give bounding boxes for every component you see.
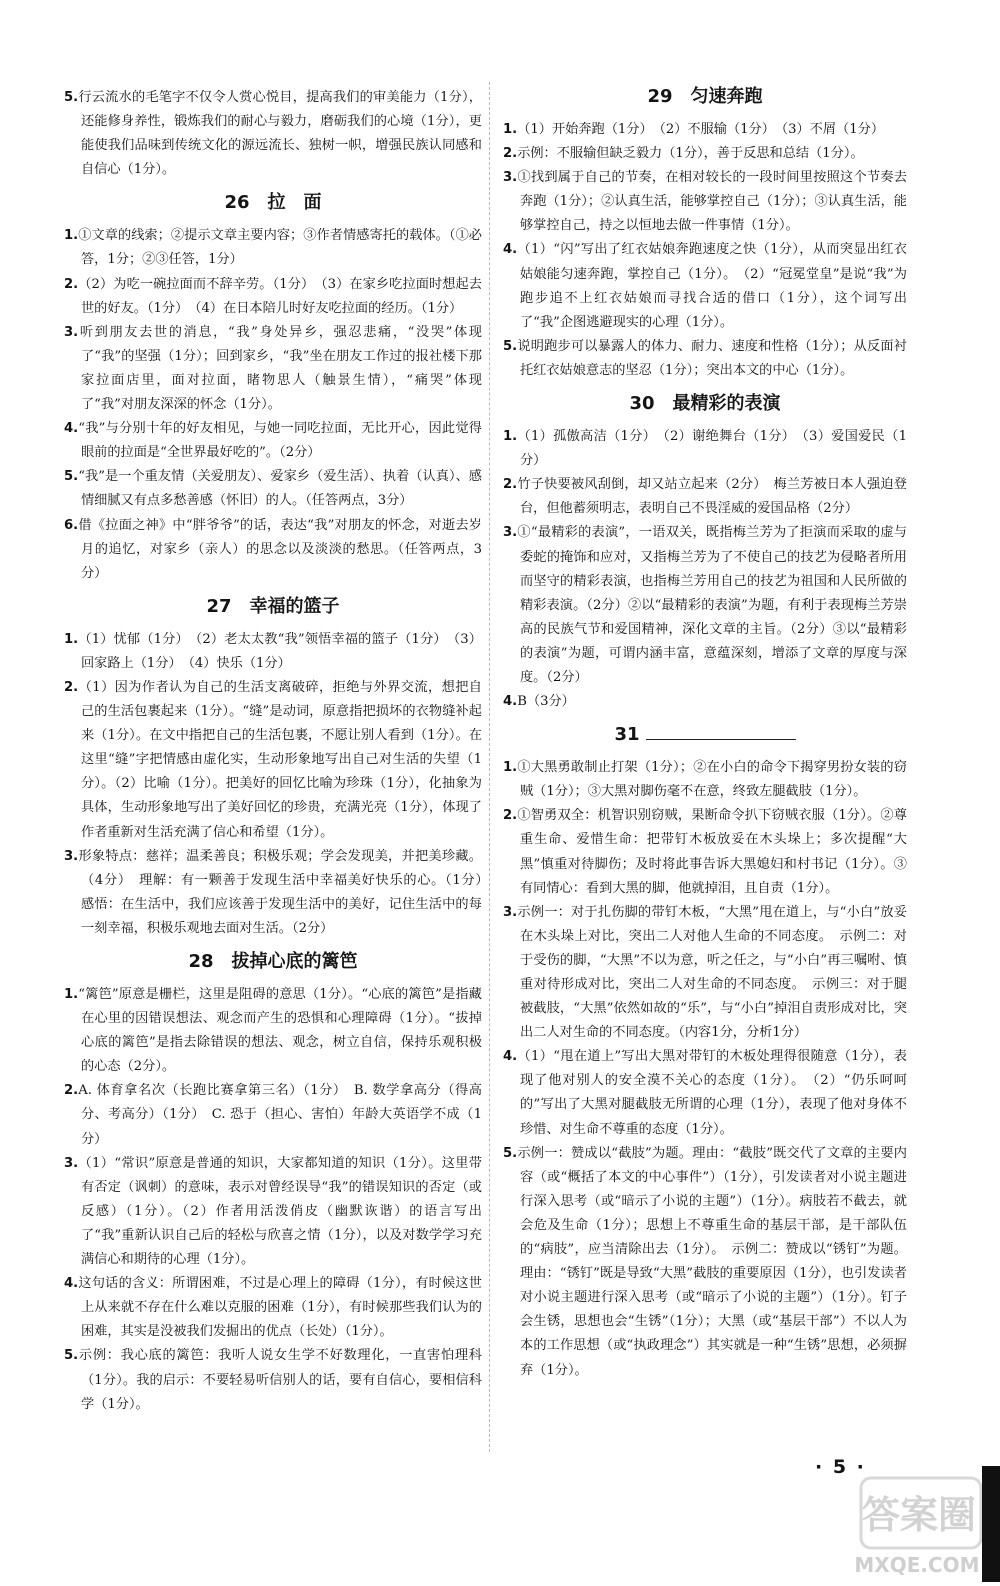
list-item: 2.竹子快要被风刮倒，却又站立起来（2分） 梅兰芳被日本人强迫登台，但他蓄须明志，表明自己不畏淫威的爱国品格（2分） bbox=[503, 477, 907, 517]
list-item: 1.（1）孤傲高洁（1分） （2）谢绝舞台（1分） （3）爱国爱民（1分） bbox=[503, 429, 907, 469]
column-divider bbox=[489, 82, 490, 1452]
list-item: 5.行云流水的毛笔字不仅令人赏心悦目，提高我们的审美能力（1分），还能修身养性，锻炼我们的耐心与毅力，磨砺我们的心境（1分），更能使我们品味到传统文化的源远流长、独树一帜，增强民族认同感和自信心（1分）。 bbox=[64, 90, 482, 178]
section-31-items bbox=[503, 756, 907, 1382]
section-27-items bbox=[64, 628, 496, 941]
section-title-26: 26 拉 面 bbox=[224, 192, 322, 214]
list-item: 4.这句话的含义：所谓困难，不过是心理上的障碍（1分），有时候这世上从来就不存在什么难以克服的困难（1分），有时候那些我们认为的困难，其实是没被我们发掘出的优点（长处）（1分）。 bbox=[64, 1276, 482, 1340]
section-title-27: 27 幸福的篮子 bbox=[206, 595, 340, 617]
list-item: 5.“我”是一个重友情（关爱朋友）、爱家乡（爱生活）、执着（认真）、感情细腻又有点多愁善感（怀旧）的人。（任答两点，3分） bbox=[64, 469, 482, 509]
left-column bbox=[64, 82, 496, 1417]
list-item: 4.（1）“甩在道上”写出大黑对带钉的木板处理得很随意（1分），表现了他对别人的安全漠不关心的态度（1分）。 （2）“仍乐呵呵的”写出了大黑对腿截肢无所谓的心理（1分），表现了他对身体不珍惜、对生命不尊重的态度（1分）。 bbox=[503, 1049, 907, 1137]
watermark-logo bbox=[853, 1460, 1000, 1582]
list-item: 3.①找到属于自己的节奏，在相对较长的一段时间里按照这个节奏去奔跑（1分）；②认真生活，能够掌控自己（1分）；③认真生活，能够掌控自己，持之以恒地去做一件事情（1分）。 bbox=[503, 170, 907, 234]
list-item: 2.A. 体育拿名次（长跑比赛拿第三名）（1分） B. 数学拿高分（得高分、考高分）（1分） C. 恐于（担心、害怕）年龄大英语学不成（1分） bbox=[64, 1083, 482, 1147]
list-item: 1.（1）忧郁（1分） （2）老太太教“我”领悟幸福的篮子（1分） （3）回家路上（1分） （4）快乐（1分） bbox=[64, 631, 482, 671]
list-item: 3.形象特点：慈祥；温柔善良；积极乐观；学会发现美，并把美珍藏。（4分） 理解：有一颗善于发现生活中幸福美好快乐的心。（1分） 感悟：在生活中，我们应该善于发现生活中的美好，记住生活中的每一刻幸福，积极乐观地去面对生活。（2分） bbox=[64, 848, 496, 936]
right-column bbox=[503, 82, 907, 1383]
section-title-29: 29 匀速奔跑 bbox=[647, 86, 763, 107]
list-item: 3.示例一：对于扎伤脚的带钉木板，“大黑”甩在道上，与“小白”放妥在木头垛上对比，突出二人对他人生命的不同态度。 示例二：对于受伤的脚，“大黑”不以为意，听之任之，与“小白”再三嘱咐、慎重对待形成对比，突出二人对生命的不同态度。 示例三：对于腿被截肢，“大黑”依然如故的“乐”，与“小白”掉泪自责形成对比，突出二人对生命的不同态度。（内容1分，分析1分） bbox=[503, 904, 907, 1041]
title-blank-line bbox=[646, 721, 796, 740]
list-item: 6.借《拉面之神》中“胖爷爷”的话，表达“我”对朋友的怀念，对逝去岁月的追忆，对家乡（亲人）的思念以及淡淡的愁思。（任答两点，3分） bbox=[64, 517, 482, 581]
list-item: 2.（1）因为作者认为自己的生活支离破碎，拒绝与外界交流，想把自己的生活包裹起来（1分）。“缝”是动词，原意指把损坏的衣物缝补起来（1分）。在文中指把自己的生活包裹，不愿让别人看到（1分）。在这里“缝”字把情感由虚化实，生动形象地写出自己对生活的失望（1分）。（2）比喻（1分）。把美好的回忆比喻为珍珠（1分），化抽象为具体，生动形象地写出了美好回忆的珍贵，充满光亮（1分），体现了作者重新对生活充满了信心和希望（1分）。 bbox=[64, 679, 482, 840]
section-title-30: 30 最精彩的表演 bbox=[629, 393, 781, 415]
watermark-sub: MXQE.COM bbox=[854, 1553, 980, 1577]
section-28-items bbox=[64, 983, 482, 1417]
page-edge-shadow bbox=[982, 1466, 1000, 1582]
list-item: 5.说明跑步可以暴露人的体力、耐力、速度和性格（1分）；从反面衬托红衣姑娘意志的坚忍（1分）；突出本文的中心（1分）。 bbox=[503, 338, 907, 378]
list-item: 4.B（3分） bbox=[503, 694, 575, 710]
section-title-31: 31 bbox=[503, 720, 907, 750]
list-item: 1.（1）开始奔跑（1分） （2）不服输（1分） （3）不屑（1分） bbox=[503, 122, 885, 137]
list-item: 1.①大黑勇敢制止打架（1分）；②在小白的命令下揭穿男扮女装的窃贼（1分）；③大黑对脚伤毫不在意，终致左腿截肢（1分）。 bbox=[503, 760, 907, 800]
section-29-items bbox=[503, 118, 907, 383]
list-item: 3.（1）“常识”原意是普通的知识，大家都知道的知识（1分）。这里带有否定（讽刺）的意味，表示对曾经误导“我”的错误知识的否定（或反感）（1分）。（2）作者用活泼俏皮（幽默诙谐）的语言写出了“我”重新认识自己后的轻松与欣喜之情（1分），以及对数学学习充满信心和期待的心理（1分）。 bbox=[64, 1155, 482, 1268]
list-item: 2.示例：不服输但缺乏毅力（1分），善于反思和总结（1分）。 bbox=[503, 146, 864, 162]
section-30-items bbox=[503, 425, 907, 714]
page-number: · 5 · bbox=[815, 1456, 866, 1478]
list-item: 5.示例一：赞成以“截肢”为题。理由：“截肢”既交代了文章的主要内容（或“概括了本文的中心事件”）（1分），引发读者对小说主题进行深入思考（或“暗示了小说的主题”）（1分）。病肢若不截去，就会危及生命（1分）；思想上不尊重生命的基层干部，是干部队伍的“病肢”，应当清除出去（1分）。 示例二：赞成以“锈钉”为题。理由：“锈钉”既是导致“大黑”截肢的重要原因（1分），也引发读者对小说主题进行深入思考（或“暗示了小说的主题”）（1分）。钉子会生锈，思想也会“生锈”（1分）；大黑（或“基层干部”）不以人为本的工作思想（或“执政理念”）其实就是一种“生锈”思想，必须摒弃（1分）。 bbox=[503, 1145, 907, 1378]
list-item: 4.（1）“闪”写出了红衣姑娘奔跑速度之快（1分），从而突显出红衣姑娘能匀速奔跑，掌控自己（1分）。 （2）“冠冕堂皇”是说“我”为跑步追不上红衣姑娘而寻找合适的借口（1分），这个词写出了“我”企图逃避现实的心理（1分）。 bbox=[503, 242, 907, 330]
list-item: 3.听到朋友去世的消息，“我”身处异乡，强忍悲痛，“没哭”体现了“我”的坚强（1分）；回到家乡，“我”坐在朋友工作过的报社楼下那家拉面店里，面对拉面，睹物思人（触景生情），“痛哭”体现了“我”对朋友深深的怀念（1分）。 bbox=[64, 324, 482, 413]
watermark-text: 答案圈 bbox=[861, 1493, 977, 1537]
list-item: 2.（2）为吃一碗拉面而不辞辛劳。（1分） （3）在家乡吃拉面时想起去世的好友。（1分） （4）在日本陪儿时好友吃拉面的经历。（1分） bbox=[64, 276, 482, 316]
section-title-28: 28 拔掉心底的篱笆 bbox=[188, 951, 358, 972]
list-item: 1.“篱笆”原意是栅栏，这里是阻碍的意思（1分）。“心底的篱笆”是指藏在心里的因错误想法、观念而产生的恐惧和心理障碍（1分）。“拔掉心底的篱笆”是指去除错误的想法、观念，树立自信，保持乐观积极的心态（2分）。 bbox=[64, 987, 482, 1075]
list-item: 4.“我”与分别十年的好友相见，与她一同吃拉面，无比开心，因此觉得眼前的拉面是“全世界最好吃的”。（2分） bbox=[64, 421, 482, 461]
list-item: 5.示例：我心底的篱笆：我听人说女生学不好数理化，一直害怕理科（1分）。我的启示：不要轻易听信别人的话，要有自信心，要相信科学（1分）。 bbox=[64, 1348, 482, 1412]
list-item: 1.①文章的线索；②提示文章主要内容；③作者情感寄托的载体。（①必答，1分；②③任答，1分） bbox=[64, 228, 482, 268]
list-item: 3.①“最精彩的表演”，一语双关，既指梅兰芳为了拒演而采取的虚与委蛇的掩饰和应对，又指梅兰芳为了不使自己的技艺为侵略者所用而坚守的精彩表演，也指梅兰芳用自己的技艺为祖国和人民所做的精彩表演。（2分）②以“最精彩的表演”为题，有利于表现梅兰芳崇高的民族气节和爱国精神，深化文章的主旨。（2分）③以“最精彩的表演”为题，可谓内涵丰富，意蕴深刻，增添了文章的厚度与深度。（2分） bbox=[503, 525, 907, 685]
section-26-items bbox=[64, 224, 482, 585]
list-item: 2.①智勇双全：机智识别窃贼，果断命令扒下窃贼衣服（1分）。②尊重生命、爱惜生命：把带钉木板放妥在木头垛上；多次提醒“大黑”慎重对待脚伤；及时将此事告诉大黑媳妇和村书记（1分）。③有同情心：看到大黑的脚，他就掉泪，且自责（1分）。 bbox=[503, 808, 907, 896]
